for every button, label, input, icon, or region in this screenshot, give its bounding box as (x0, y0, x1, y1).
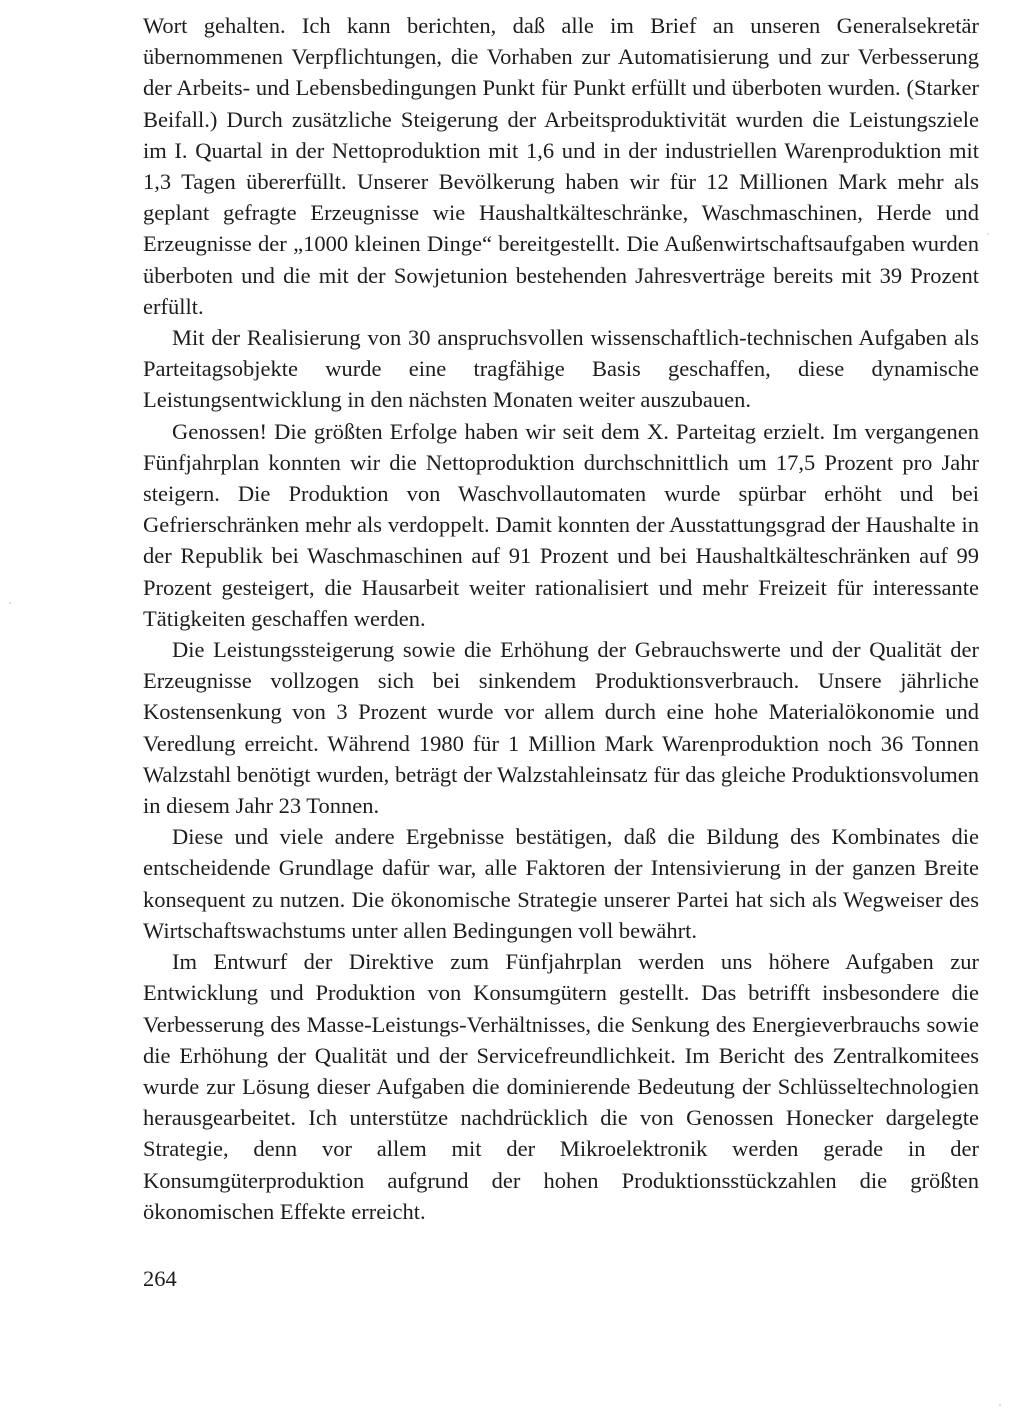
scan-speck (999, 1404, 1001, 1406)
paragraph-1: Wort gehalten. Ich kann berichten, daß alle im Brief an unseren Generalsekretär übernommenen Verpflichtungen, die Vorhaben zur Automatisierung und zur Verbesserung der Arbeits- und Lebensbedingungen Punkt für Punkt erfüllt und überboten wurden. (Starker Beifall.) Durch zusätzliche Steigerung der Arbeitsproduktivität wurden die Leistungsziele im I. Quartal in der Nettoproduktion mit 1,6 und in der industriellen Warenproduktion mit 1,3 Tagen übererfüllt. Unserer Bevölkerung haben wir für 12 Millionen Mark mehr als geplant gefragte Erzeugnisse wie Haushaltkälteschränke, Waschmaschinen, Herde und Erzeugnisse der „1000 kleinen Dinge“ bereitgestellt. Die Außenwirtschaftsaufgaben wurden überboten und die mit der Sowjetunion bestehenden Jahresverträge bereits mit 39 Prozent erfüllt. (143, 13, 979, 319)
paragraph-2: Mit der Realisierung von 30 anspruchsvollen wissenschaftlich-technischen Aufgaben als Parteitagsobjekte wurde eine tragfähige Basis geschaffen, diese dynamische Leistungsentwicklung in den nächsten Monaten weiter auszubauen. (143, 325, 979, 413)
paragraph-4: Die Leistungssteigerung sowie die Erhöhung der Gebrauchswerte und der Qualität der Erzeugnisse vollzogen sich bei sinkendem Produktionsverbrauch. Unsere jährliche Kostensenkung von 3 Prozent wurde vor allem durch eine hohe Materialökonomie und Veredlung erreicht. Während 1980 für 1 Million Mark Warenproduktion noch 36 Tonnen Walzstahl benötigt wurden, beträgt der Walzstahleinsatz für das gleiche Produktionsvolumen in diesem Jahr 23 Tonnen. (143, 637, 979, 819)
document-page (143, 10, 979, 1390)
page-number: 264 (143, 1266, 177, 1291)
scan-speck (9, 602, 11, 604)
paragraph-5: Diese und viele andere Ergebnisse bestätigen, daß die Bildung des Kombinates die entscheidende Grundlage dafür war, alle Faktoren der Intensivierung in der ganzen Breite konsequent zu nutzen. Die ökonomische Strategie unserer Partei hat sich als Wegweiser des Wirtschaftswachstums unter allen Bedingungen voll bewährt. (143, 824, 979, 943)
paragraph-6: Im Entwurf der Direktive zum Fünfjahrplan werden uns höhere Aufgaben zur Entwicklung und Produktion von Konsumgütern gestellt. Das betrifft insbesondere die Verbesserung des Masse-Leistungs-Verhältnisses, die Senkung des Energieverbrauchs sowie die Erhöhung der Qualität und der Servicefreundlichkeit. Im Bericht des Zentralkomitees wurde zur Lösung dieser Aufgaben die dominierende Bedeutung der Schlüsseltechnologien herausgearbeitet. Ich unterstütze nachdrücklich die von Genossen Honecker dargelegte Strategie, denn vor allem mit der Mikroelektronik werden gerade in der Konsumgüterproduktion aufgrund der hohen Produktionsstückzahlen die größten ökonomischen Effekte erreicht. (143, 949, 979, 1224)
scan-speck (987, 233, 989, 235)
paragraph-3: Genossen! Die größten Erfolge haben wir seit dem X. Parteitag erzielt. Im vergangenen Fünfjahrplan konnten wir die Nettoproduktion durchschnittlich um 17,5 Prozent pro Jahr steigern. Die Produktion von Waschvollautomaten wurde spürbar erhöht und bei Gefrierschränken mehr als verdoppelt. Damit konnten der Ausstattungsgrad der Haushalte in der Republik bei Waschmaschinen auf 91 Prozent und bei Haushaltkälteschränken auf 99 Prozent gesteigert, die Hausarbeit weiter rationalisiert und mehr Freizeit für interessante Tätigkeiten geschaffen werden. (143, 418, 979, 631)
